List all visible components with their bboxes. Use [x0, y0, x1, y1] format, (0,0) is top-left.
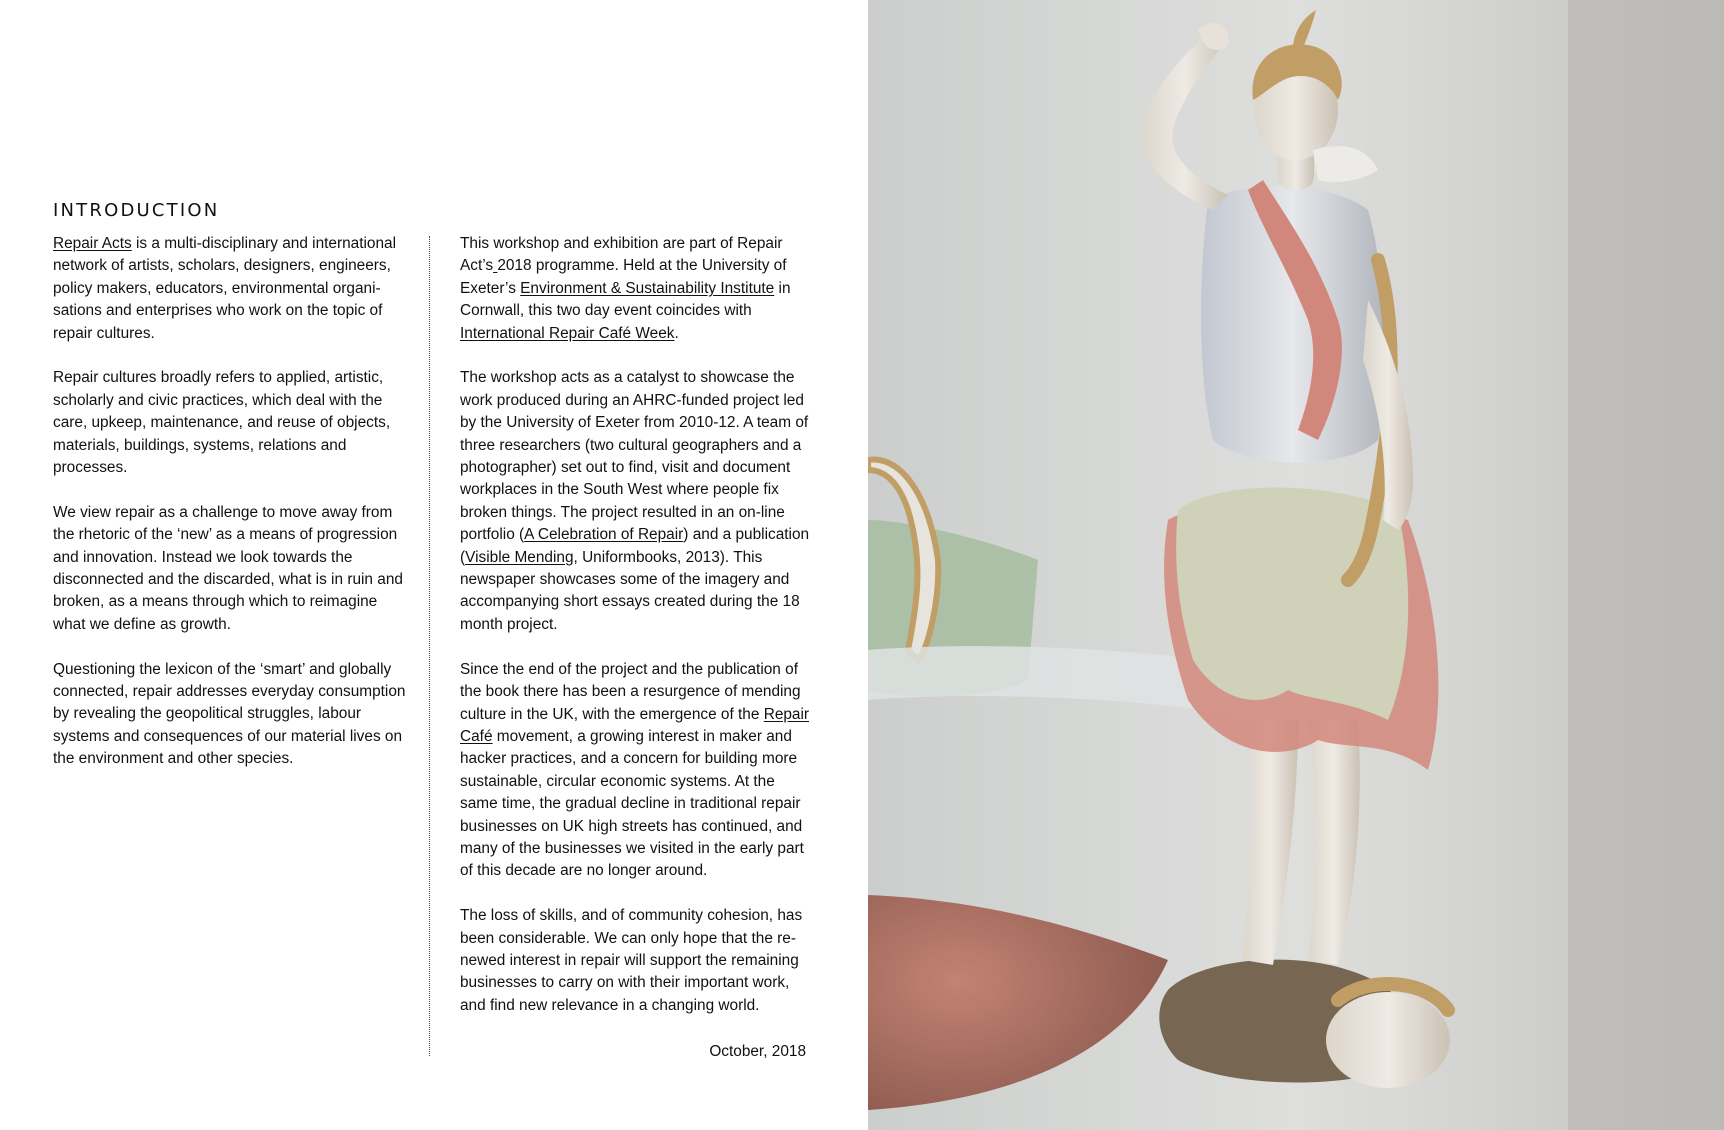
esi-link[interactable]: Environment & Sustainability Institute [520, 279, 775, 297]
paragraph-text: movement, a growing interest in maker and hacker practices, and a concern for building more sustainable, circular economic systems. At the same time, the gradual decline in traditional repair businesses on UK high streets has continued, and many of the businesses we visited in the early part of this decade are no longer around. [460, 727, 804, 880]
paragraph: The loss of skills, and of community cohesion, has been considerable. We can only hope that the renewed interest in repair will support the remaining businesses to carry on with their important work, and find new relevance in a changing world. [460, 907, 803, 1014]
paragraph: Repair cultures broadly refers to applied, artistic, scholarly and civic practices, which deal with the care, upkeep, maintenance, and reuse of objects, materials, buildings, systems, relations and processes. [53, 369, 391, 477]
right-column [460, 233, 816, 1040]
paragraph: Questioning the lexicon of the ‘smart’ and globally connected, repair addresses everyday consumption by revealing the geopolitical struggles, labour systems and consequences of our material lives on the environment and other species. [53, 660, 406, 768]
left-column [53, 233, 409, 793]
repair-cafe-week-link[interactable]: International Repair Café Week [460, 324, 675, 342]
porcelain-figurine-photo [868, 0, 1724, 1130]
repair-acts-link[interactable]: Repair Acts [53, 235, 132, 252]
paragraph [53, 233, 409, 345]
paragraph-text: is a multi-disciplinary and international network of artists, scholars, designers, engineers, policy makers, educators, environmental organisations and enterprises who work on the topic of repair cultures. [53, 235, 397, 342]
paragraph-text: Since the end of the project and the publication of the book there has been a resurgence of mending culture in the UK, with the emergence of the [460, 660, 801, 723]
celebration-of-repair-link[interactable]: A Celebration of Repair [524, 526, 684, 544]
visible-mending-link[interactable]: Visible Mending [465, 548, 574, 566]
paragraph-text: , Uniformbooks, 2013). This newspaper showcases some of the imagery and accompanying short essays created during the 18 month project. [460, 548, 800, 633]
section-heading: INTRODUCTION [53, 200, 220, 221]
paragraph-text: in Cornwall, this two day event coincides with [460, 279, 791, 320]
paragraph [460, 233, 816, 345]
figurine-illustration [868, 0, 1724, 1130]
paragraph: We view repair as a challenge to move away from the rhetoric of the ‘new’ as a means of progression and innovation. Instead we look towards the disconnected and the discarded, what is in ruin and broken, as a means through which to reimagine what we define as growth. [53, 503, 403, 633]
paragraph [460, 367, 816, 636]
paragraph-text: 2018 programme. Held at the University of Exeter’s [460, 257, 787, 297]
paragraph-text: ) and a publication ( [460, 526, 810, 566]
paragraph-text: The workshop acts as a catalyst to showcase the work produced during an AHRC-funded project led by the University of Exeter from 2010-12. A team of three researchers (two cultural geographers and a photographer) set out to find, visit and document workplaces in the South West where people fix broken things. The project resulted in an on-line portfolio ( [460, 369, 809, 544]
repair-cafe-link[interactable]: Repair Café [460, 705, 810, 745]
photo-vignette [868, 0, 1724, 1130]
paragraph-text: This workshop and exhibition are part of Repair Act’s [460, 235, 783, 275]
paragraph-text: . [674, 324, 679, 342]
column-divider [429, 236, 430, 1056]
paragraph [460, 659, 816, 883]
date-line: October, 2018 [709, 1043, 806, 1060]
